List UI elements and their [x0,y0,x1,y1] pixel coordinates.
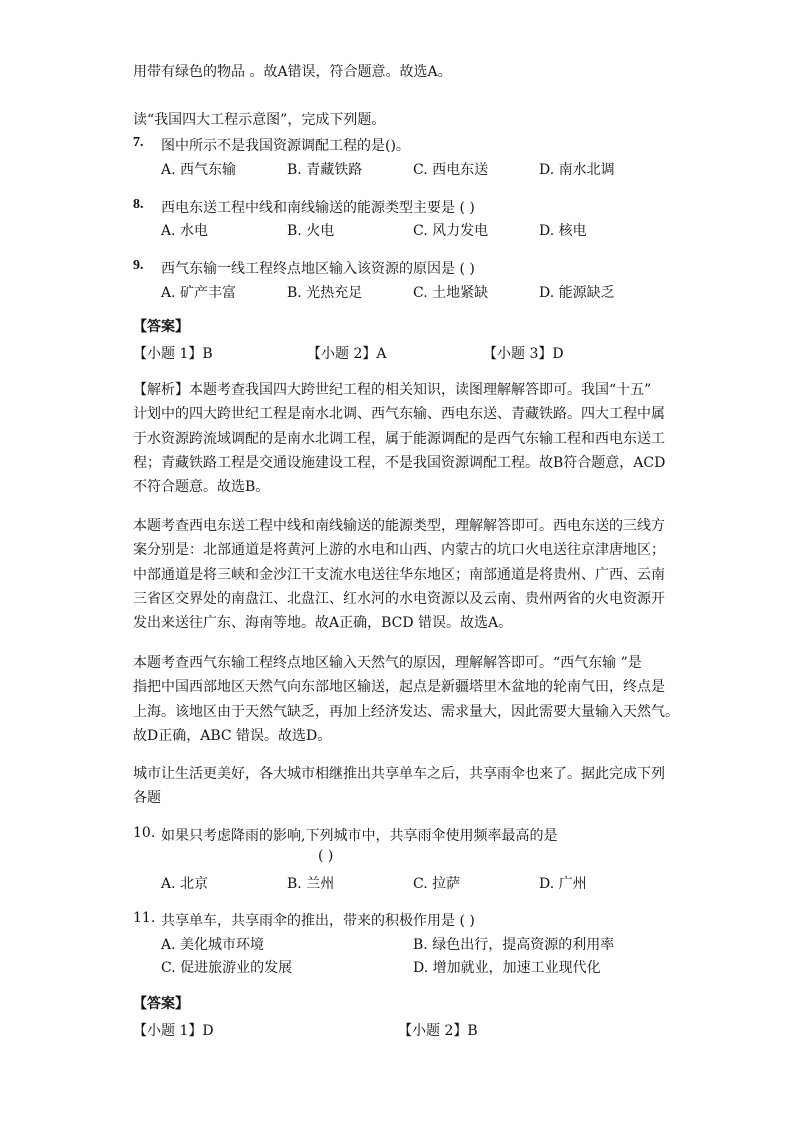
explanation-paragraph [133,514,673,635]
answer-heading: 【答案】 [133,996,189,1012]
question-number: 11. [133,910,156,926]
option-d: D. 南水北调 [539,162,615,178]
explanation-line: 本题考查西气东输工程终点地区输入天然气的原因，理解解答即可。“西气东输 ”是 [133,655,642,671]
option-c: C. 拉萨 [413,876,461,892]
option-d: D. 能源缺乏 [539,285,615,301]
answer-item: 【小题 1】D [133,1023,214,1039]
option-d: D. 核电 [539,223,587,239]
option-b: B. 火电 [287,223,335,239]
option-a: A. 西气东输 [161,162,237,178]
option-d: D. 广州 [539,876,587,892]
explanation-paragraph [133,651,679,748]
explanation-line: 程；青藏铁路工程是交通设施建设工程，不是我国资源调配工程。故B符合题意，ACD [133,454,666,471]
section2-lead [133,762,673,811]
answer-item: 【小题 2】B [398,1023,478,1039]
lead-line: 城市让生活更美好，各大城市相继推出共享单车之后，共享雨伞也来了。据此完成下列 [133,766,665,782]
option-b: B. 青藏铁路 [287,162,363,178]
section1-lead: 读“我国四大工程示意图”，完成下列题。 [133,112,386,128]
option-c: C. 土地紧缺 [413,285,489,301]
option-d: D. 增加就业，加速工业现代化 [413,960,601,976]
explanation-line: 于水资源跨流域调配的是南水北调工程，属于能源调配的是西气东输工程和西电东送工 [133,430,665,447]
answer-item: 【小题 1】B [133,346,213,362]
option-b: B. 绿色出行，提高资源的利用率 [413,937,615,953]
lead-line: 各题 [133,790,161,807]
explanation-line: 本题考查西电东送工程中线和南线输送的能源类型，理解解答即可。西电东送的三线方 [133,518,665,534]
explanation-line: 案分别是：北部通道是将黄河上游的水电和山西、内蒙古的坑口火电送往京津唐地区； [133,542,665,559]
question-text: 西电东送工程中线和南线输送的能源类型主要是 ( ) [161,200,475,216]
explanation-line: 故D正确，ABC 错误。故选D。 [133,727,332,744]
answer-paren: ( ) [318,848,334,864]
answer-item: 【小题 3】D [483,346,564,362]
question-number: 8. [133,197,144,212]
option-a: A. 美化城市环境 [161,937,265,953]
question-text: 如果只考虑降雨的影响,下列城市中，共享雨伞使用频率最高的是 [161,828,558,844]
question-number: 9. [133,258,144,273]
answer-heading: 【答案】 [133,319,189,335]
option-a: A. 矿产丰富 [161,285,237,301]
question-number: 10. [133,825,156,841]
question-text: 共享单车，共享雨伞的推出，带来的积极作用是 ( ) [161,913,475,929]
option-c: C. 西电东送 [413,162,489,178]
explanation-line: 指把中国西部地区天然气向东部地区输送，起点是新疆塔里木盆地的轮南气田，终点是 [133,679,665,696]
explanation-line: 中部通道是将三峡和金沙江干支流水电送往华东地区；南部通道是将贵州、广西、云南 [133,566,665,583]
intro-line: 用带有绿色的物品 。故A错误，符合题意。故选A。 [133,64,452,80]
explanation-line: 发出来送往广东、海南等地。故A正确，BCD 错误。故选A。 [133,615,513,632]
explanation-line: 三省区交界处的南盘江、北盘江、红水河的水电资源以及云南、贵州两省的火电资源开 [133,590,665,607]
explanation-paragraph [133,378,673,499]
option-b: B. 光热充足 [287,285,363,301]
question-text: 西气东输一线工程终点地区输入该资源的原因是 ( ) [161,261,475,277]
option-c: C. 促进旅游业的发展 [161,960,293,976]
option-c: C. 风力发电 [413,223,489,239]
explanation-line: 【解析】本题考查我国四大跨世纪工程的相关知识，读图理解解答即可。我国“十五” [133,382,652,398]
explanation-line: 计划中的四大跨世纪工程是南水北调、西气东输、西电东送、青藏铁路。四大工程中属 [133,406,665,423]
explanation-line: 不符合题意。故选B。 [133,479,270,496]
option-a: A. 水电 [161,223,209,239]
option-a: A. 北京 [161,876,209,892]
explanation-line: 上海。该地区由于天然气缺乏，再加上经济发达、需求量大，因此需要大量输入天然气。 [133,703,679,720]
question-number: 7. [133,135,144,150]
option-b: B. 兰州 [287,876,335,892]
question-text: 图中所示不是我国资源调配工程的是()。 [161,138,410,154]
answer-item: 【小题 2】A [307,346,387,362]
